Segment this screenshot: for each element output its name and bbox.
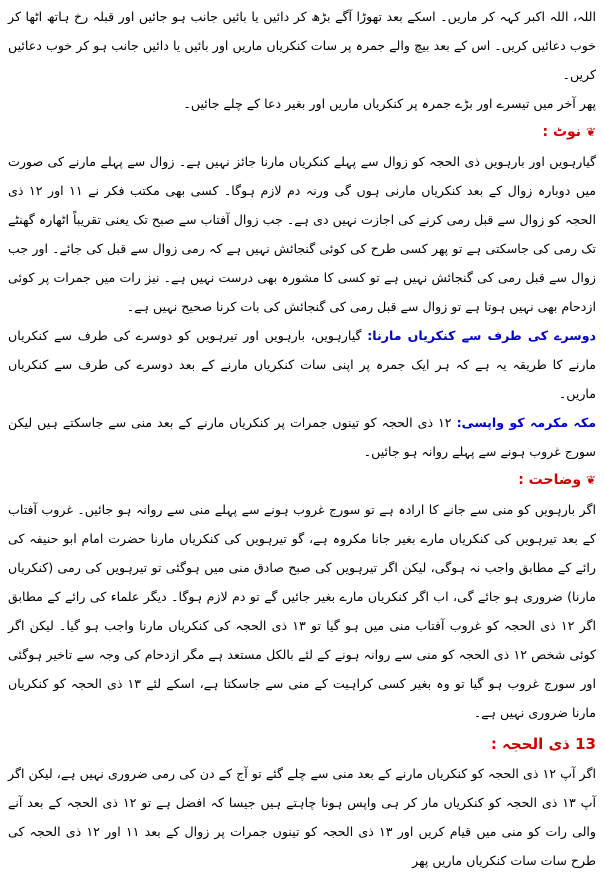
note-heading [8, 118, 596, 147]
others-label: دوسرے کی طرف سے کنکریاں مارنا: [367, 328, 596, 343]
clarification-heading [8, 466, 596, 495]
date-heading-text: ذی الحجہ : [490, 735, 570, 753]
clarification-heading-text: وضاحت : [518, 472, 582, 488]
clarification-paragraph: اگر بارہویں کو منی سے جانے کا ارادہ ہے تو سورج غروب ہونے سے پہلے منی سے روانہ ہو جائیں۔ غروب آفتاب کے بعد تیرہویں کی کنکریاں مارے بغیر جانا مکروہ ہے، گو تیرہویں کی کنکریاں مارنا حضرت امام ابو حنیفہ کی رائے کے مطابق واجب نہ ہوگی، لیکن اگر تیرہویں کی صبح صادق منی میں ہوگئی تو تیرہویں کی رمی (کنکریاں مارنا) ضروری ہو جائے گی، اب اگر کنکریاں مارے بغیر جائیں گے تو دم لازم ہوگا۔ دیگر علماء کی رائے کے مطابق اگر ۱۲ ذی الحجہ کو غروب آفتاب منی میں ہو گیا تو ۱۳ ذی الحجہ کی کنکریاں مارنا واجب ہو گیا۔ لیکن اگر کوئی شخص ۱۲ ذی الحجہ کو منی سے روانہ ہونے کے لئے بالکل مستعد ہے مگر ازدحام کی وجہ سے تاخیر ہوگئی اور سورج غروب ہو گیا تو وہ بغیر کسی کراہیت کے منی سے جاسکتا ہے، اسکے لئے ۱۳ ذی الحجہ کو کنکریاں مارنا ضروری نہیں ہے۔ [8, 502, 597, 720]
others-text: گیارہویں، بارہویں اور تیرہویں کو دوسرے کی طرف سے کنکریاں مارنے کا طریقہ یہ ہے کہ ہر ایک جمرہ پر اپنی سات کنکریاں مارنے کے بعد دوسرے کی طرف سے کنکریاں ماریں۔ [8, 328, 596, 401]
intro-paragraph-2: پھر آخر میں تیسرے اور بڑے جمرہ پر کنکریاں ماریں اور بغیر دعا کے چلے جائیں۔ [183, 96, 596, 111]
return-paragraph [8, 408, 596, 466]
dhul-hijjah-13-heading [8, 729, 596, 759]
flourish-ornament-icon: ❦ [585, 125, 596, 139]
dhul-hijjah-13-paragraph: اگر آپ ۱۲ ذی الحجہ کو کنکریاں مارنے کے بعد منی سے چلے گئے تو آج کے دن کی رمی ضروری نہیں ہے، لیکن اگر آپ ۱۳ ذی الحجہ کو کنکریاں مار کر ہی واپس ہونا چاہتے ہیں جیسا کہ افضل ہے تو ۱۲ ذی الحجہ کے بعد آنے والی رات کو منی میں قیام کریں اور ۱۳ ذی الحجہ کو تینوں جمرات پر زوال کے بعد ۱۱ اور ۱۲ ذی الحجہ کی طرح سات سات کنکریاں ماریں پھر [8, 766, 597, 868]
note-paragraph: گیارہویں اور بارہویں ذی الحجہ کو زوال سے پہلے کنکریاں مارنا جائز نہیں ہے۔ زوال سے پہلے مارنے کی صورت میں دوبارہ زوال کے بعد کنکریاں مارنی ہوں گی ورنہ دم لازم ہوگا۔ کسی بھی مکتب فکر نے ۱۱ اور ۱۲ ذی الحجہ کو زوال سے قبل رمی کرنے کی اجازت نہیں دی ہے۔ جب زوال آفتاب سے صبح تک یعنی تقریباً اٹھارہ گھنٹے تک رمی کی جاسکتی ہے تو پھر کسی طرح کی کوئی گنجائش نہیں ہے کہ رمی زوال سے قبل کی جائے۔ اور جب زوال سے قبل رمی کی گنجائش نہیں ہے تو کسی کا مشورہ بھی درست نہیں ہے۔ نیز رات میں جمرات پر کوئی ازدحام بھی نہیں ہوتا ہے تو زوال سے قبل رمی کی گنجائش کی بات کرنا صحیح نہیں ہے۔ [8, 154, 597, 314]
others-paragraph [8, 321, 596, 408]
intro-paragraph: اللہ، اللہ اکبر کہہ کر ماریں۔ اسکے بعد تھوڑا آگے بڑھ کر دائیں یا بائیں جانب ہو جائیں اور قبلہ رخ ہاتھ اٹھا کر خوب دعائیں کریں۔ اس کے بعد بیچ والے جمرہ پر سات کنکریاں ماریں اور بائیں یا دائیں جانب ہو کر خوب دعائیں کریں۔ [8, 9, 596, 82]
flourish-ornament-icon: ❦ [585, 473, 596, 487]
date-number: 13 [575, 735, 596, 753]
return-label: مکہ مکرمہ کو واپسی: [456, 415, 596, 430]
return-text: ۱۲ ذی الحجہ کو تینوں جمرات پر کنکریاں مارنے کے بعد منی سے جاسکتے ہیں لیکن سورج غروب ہونے سے پہلے روانہ ہو جائیں۔ [8, 415, 596, 459]
note-heading-text: نوٹ : [542, 124, 582, 140]
